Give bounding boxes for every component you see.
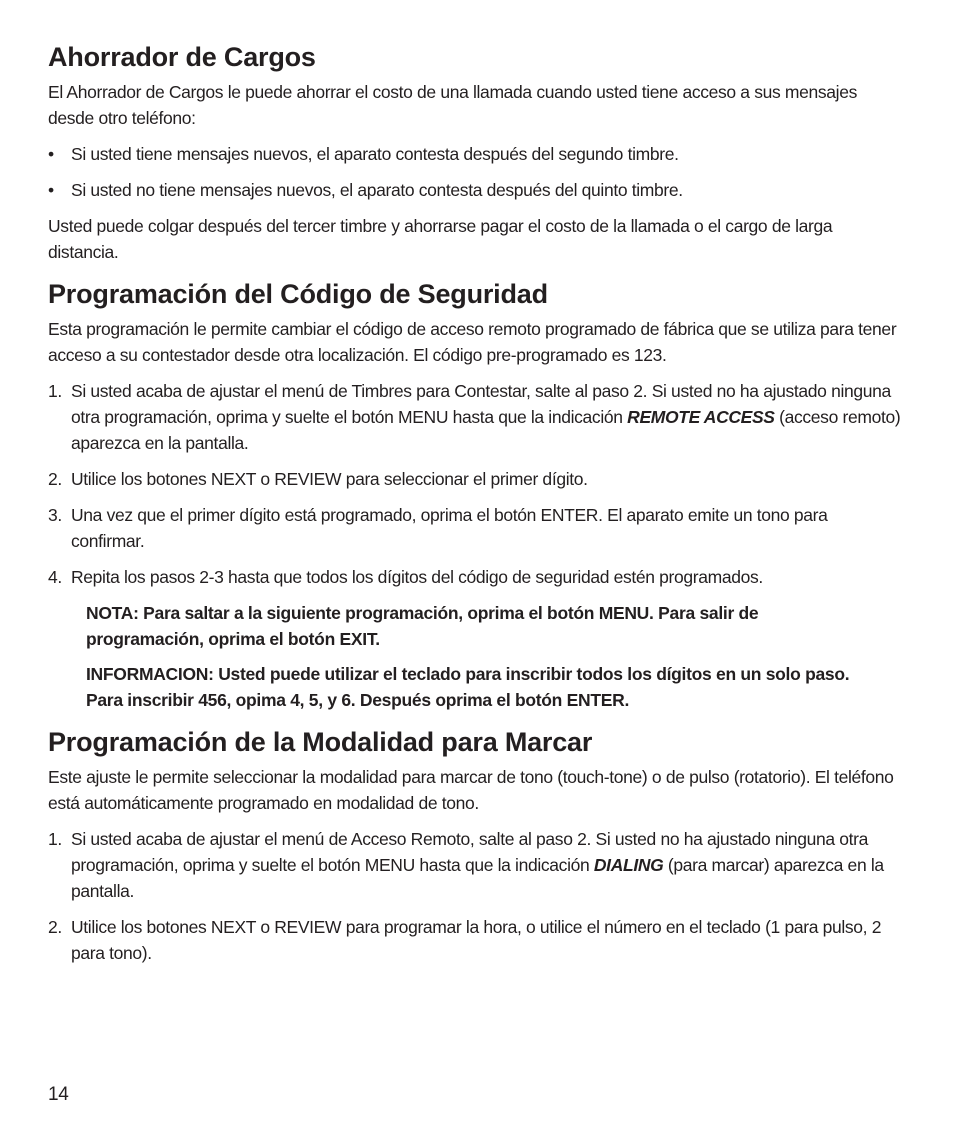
list-item: • Si usted no tiene mensajes nuevos, el aparato contesta después del quinto timbre.: [48, 177, 904, 203]
manual-page: [48, 40, 904, 978]
section-title: Programación de la Modalidad para Marcar: [48, 727, 593, 757]
section-intro: Este ajuste le permite seleccionar la modalidad para marcar de tono (touch-tone) o de pulso (rotatorio). El teléfono está automáticamente programado en modalidad de tono.: [48, 767, 894, 813]
section-intro: El Ahorrador de Cargos le puede ahorrar el costo de una llamada cuando usted tiene acceso a sus mensajes desde otro teléfono:: [48, 82, 857, 128]
step-number: 2.: [48, 917, 62, 937]
step-number: 2.: [48, 469, 62, 489]
step-list: [48, 826, 904, 966]
step-text: Repita los pasos 2-3 hasta que todos los dígitos del código de seguridad estén programados.: [71, 567, 763, 587]
list-item: [48, 564, 904, 590]
section-outro: Usted puede colgar después del tercer timbre y ahorrarse pagar el costo de la llamada o el cargo de larga distancia.: [48, 216, 833, 262]
display-indication: DIALING: [593, 855, 664, 875]
step-text: Utilice los botones NEXT o REVIEW para seleccionar el primer dígito.: [71, 469, 588, 489]
section-title: Ahorrador de Cargos: [48, 42, 316, 72]
step-number: 1.: [48, 829, 62, 849]
section-ahorrador: [48, 40, 904, 265]
section-title: Programación del Código de Seguridad: [48, 279, 548, 309]
step-text: Utilice los botones NEXT o REVIEW para programar la hora, o utilice el número en el teclado (1 para pulso, 2 para tono).: [71, 917, 882, 963]
step-number: 1.: [48, 381, 62, 401]
list-item: [48, 914, 904, 966]
bullet-list: [48, 141, 904, 203]
note-text: NOTA: Para saltar a la siguiente programación, oprima el botón MENU. Para salir de programación, oprima el botón EXIT.: [86, 603, 759, 649]
step-text: Una vez que el primer dígito está programado, oprima el botón ENTER. El aparato emite un tono para confirmar.: [71, 505, 828, 551]
list-item: • Si usted tiene mensajes nuevos, el aparato contesta después del segundo timbre.: [48, 141, 904, 167]
section-intro: Esta programación le permite cambiar el código de acceso remoto programado de fábrica que se utiliza para tener acceso a su contestador desde otra localización. El código pre-programado es 123.: [48, 319, 897, 365]
step-text: (para marcar) aparezca en la pantalla.: [71, 855, 884, 901]
step-number: 3.: [48, 505, 62, 525]
list-item: [48, 378, 904, 456]
step-text: Si usted acaba de ajustar el menú de Timbres para Contestar, salte al paso 2. Si usted no ha ajustado ninguna otra programación, oprima y suelte el botón MENU hasta que la indicación: [71, 381, 891, 427]
step-text: (acceso remoto) aparezca en la pantalla.: [71, 407, 901, 453]
section-modalidad-marcar: [48, 725, 904, 966]
list-item: [48, 466, 904, 492]
step-list: [48, 378, 904, 590]
step-text: Si usted acaba de ajustar el menú de Acceso Remoto, salte al paso 2. Si usted no ha ajustado ninguna otra programación, oprima y suelte el botón MENU hasta que la indicación: [71, 829, 868, 875]
list-item: [48, 502, 904, 554]
section-codigo-seguridad: [48, 277, 904, 713]
info-text: INFORMACION: Usted puede utilizar el teclado para inscribir todos los dígitos en un solo paso. Para inscribir 456, opima 4, 5, y 6. Después oprima el botón ENTER.: [86, 664, 850, 710]
display-indication: REMOTE ACCESS: [627, 407, 775, 427]
step-number: 4.: [48, 567, 62, 587]
page-number: 14: [48, 1084, 69, 1105]
list-item: [48, 826, 904, 904]
